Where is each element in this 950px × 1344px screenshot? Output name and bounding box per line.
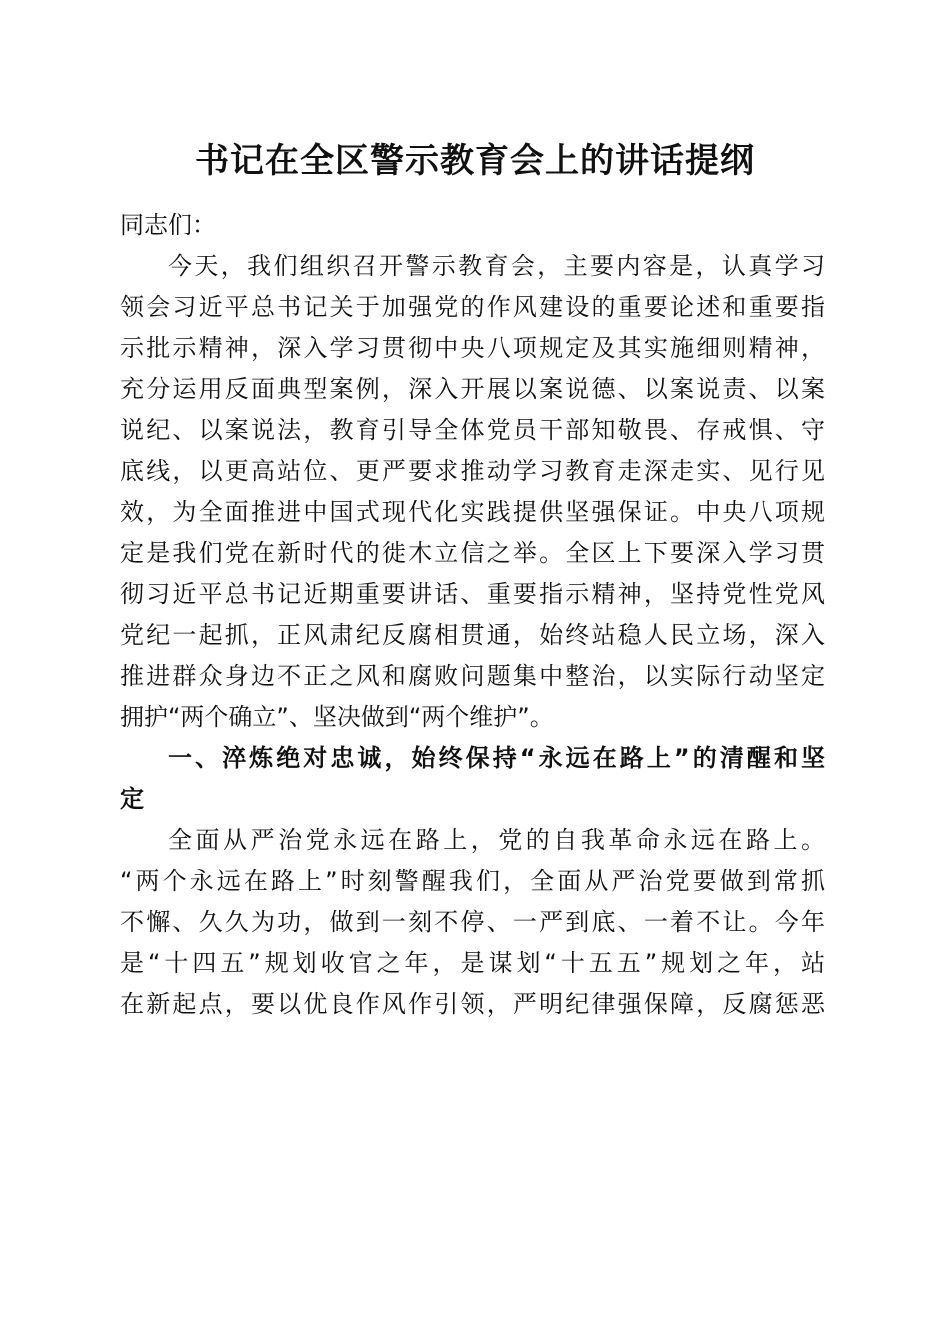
paragraph-line: 全面从严治党永远在路上，党的自我革命永远在路上。 <box>168 826 825 854</box>
paragraph-line: 是“十四五”规划收官之年，是谋划“十五五”规划之年，站 <box>120 949 825 977</box>
section-heading-1 <box>120 738 825 820</box>
paragraph-line: 底线，以更高站位、更严要求推动学习教育走深走实、见行见 <box>120 457 825 485</box>
heading-line: 一、淬炼绝对忠诚，始终保持“永远在路上”的清醒和坚 <box>168 744 825 772</box>
paragraph-line: 今天，我们组织召开警示教育会，主要内容是，认真学习 <box>168 252 825 280</box>
paragraph-line: 不懈、久久为功，做到一刻不停、一严到底、一着不让。今年 <box>120 908 825 936</box>
paragraph-line: 效，为全面推进中国式现代化实践提供坚强保证。中央八项规 <box>120 498 825 526</box>
paragraph-line: 定是我们党在新时代的徙木立信之举。全区上下要深入学习贯 <box>120 539 825 567</box>
paragraph-line: 拥护“两个确立”、坚决做到“两个维护”。 <box>120 703 554 731</box>
paragraph-line: 彻习近平总书记近期重要讲话、重要指示精神，坚持党性党风 <box>120 580 825 608</box>
document-title: 书记在全区警示教育会上的讲话提纲 <box>195 141 755 181</box>
paragraph-section-1 <box>120 820 825 1025</box>
paragraph-line: 领会习近平总书记关于加强党的作风建设的重要论述和重要指 <box>120 293 825 321</box>
paragraph-line: 在新起点，要以优良作风作引领，严明纪律强保障，反腐惩恶 <box>120 990 825 1018</box>
paragraph-intro <box>120 246 825 738</box>
paragraph-line: 推进群众身边不正之风和腐败问题集中整治，以实际行动坚定 <box>120 662 825 690</box>
paragraph-line: 充分运用反面典型案例，深入开展以案说德、以案说责、以案 <box>120 375 825 403</box>
document-body <box>120 205 825 1025</box>
paragraph-line: 说纪、以案说法，教育引导全体党员干部知敬畏、存戒惧、守 <box>120 416 825 444</box>
paragraph-line: 党纪一起抓，正风肃纪反腐相贯通，始终站稳人民立场，深入 <box>120 621 825 649</box>
heading-line: 定 <box>120 785 144 813</box>
paragraph-line: “两个永远在路上”时刻警醒我们，全面从严治党要做到常抓 <box>120 867 825 895</box>
salutation: 同志们： <box>120 211 216 239</box>
paragraph-line: 示批示精神，深入学习贯彻中央八项规定及其实施细则精神， <box>120 334 825 362</box>
